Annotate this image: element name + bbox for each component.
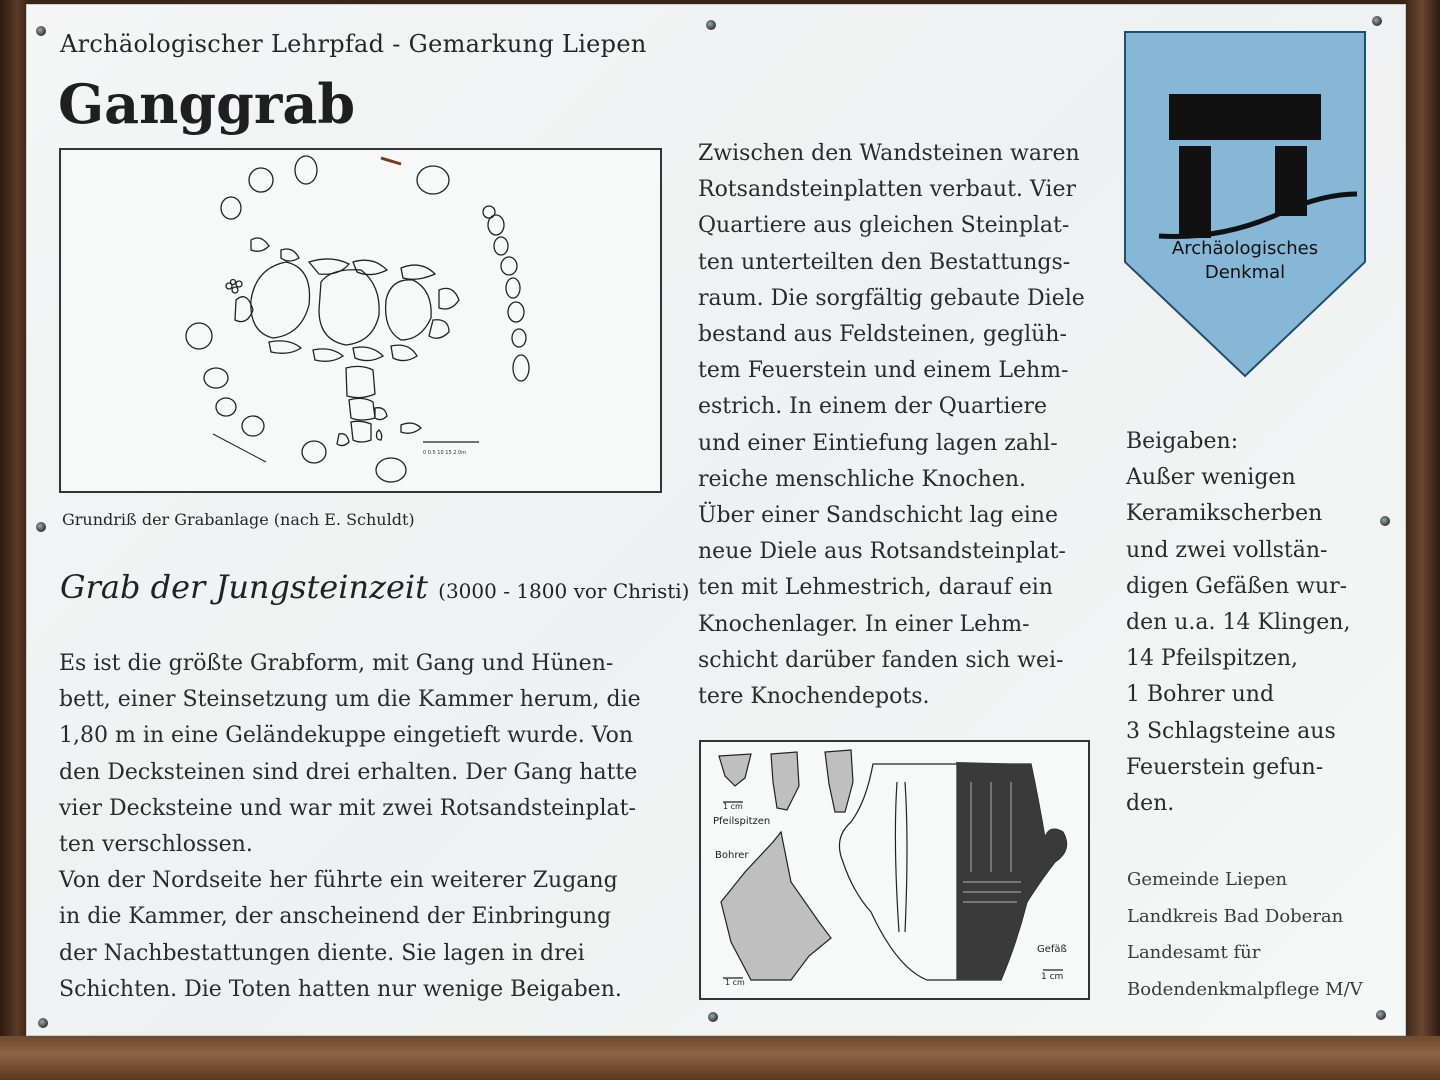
middle-text-block (698, 136, 1085, 715)
text-line: Quartiere aus gleichen Steinplat- (698, 213, 1070, 239)
finds-illustration (699, 740, 1090, 1000)
text-line: Schichten. Die Toten hatten nur wenige Beigaben. (59, 976, 622, 1002)
shield-line-2: Denkmal (1204, 262, 1286, 283)
arrowhead-icon (825, 750, 853, 812)
text-line: estrich. In einem der Quartiere (698, 394, 1048, 420)
finds-label-arrowheads: Pfeilspitzen (713, 816, 771, 827)
credit-line: Landkreis Bad Doberan (1127, 905, 1344, 927)
text-line: vier Decksteine und war mit zwei Rotsandsteinplat- (59, 795, 636, 821)
page-title: Ganggrab (58, 72, 356, 136)
finds-scale-label: 1 cm (1041, 972, 1064, 982)
screw-icon (36, 522, 46, 532)
text-line: tere Knochendepots. (698, 684, 930, 710)
left-text-block (59, 646, 641, 1008)
screw-icon (706, 20, 716, 30)
text-line: reiche menschliche Knochen. (698, 466, 1027, 492)
screw-icon (1380, 516, 1390, 526)
text-line: ten mit Lehmestrich, darauf ein (698, 575, 1053, 601)
plan-caption: Grundriß der Grabanlage (nach E. Schuldt) (62, 510, 415, 529)
grave-goods-text-block (1126, 424, 1350, 822)
text-line: Über einer Sandschicht lag eine (698, 503, 1058, 529)
credit-line: Landesamt für (1127, 942, 1261, 963)
text-line: Keramikscherben (1126, 501, 1323, 527)
text-line: der Nachbestattungen diente. Sie lagen in drei (59, 940, 585, 966)
text-line: tem Feuerstein und einem Lehm- (698, 358, 1069, 384)
text-line: schicht darüber fanden sich wei- (698, 647, 1064, 673)
wood-frame-right (1404, 0, 1440, 1080)
credit-line: Gemeinde Liepen (1127, 869, 1288, 890)
text-line: Feuerstein gefun- (1126, 754, 1324, 780)
credit-line: Bodendenkmalpflege M/V (1127, 978, 1363, 1000)
finds-scale-label: 1 cm (725, 978, 745, 987)
wood-frame-bottom (0, 1036, 1440, 1080)
text-line: digen Gefäßen wur- (1126, 573, 1348, 599)
text-line: 1 Bohrer und (1126, 682, 1275, 708)
text-line: bett, einer Steinsetzung um die Kammer herum, die (59, 687, 641, 713)
text-line: Zwischen den Wandsteinen waren (698, 141, 1080, 166)
text-line: ten verschlossen. (59, 832, 253, 858)
epoch-title: Grab der Jungsteinzeit (60, 568, 428, 606)
wood-frame-left (0, 0, 28, 1080)
shield-line-1: Archäologisches (1171, 238, 1319, 259)
finds-drawing (701, 742, 1088, 998)
text-line: bestand aus Feldsteinen, geglüh- (698, 322, 1067, 348)
text-line: 1,80 m in eine Geländekuppe eingetieft wurde. Von (59, 723, 634, 749)
text-line: 3 Schlagsteine aus (1126, 718, 1336, 744)
epoch-heading (60, 568, 689, 606)
finds-scale-label: 1 cm (723, 802, 743, 811)
screw-icon (38, 1018, 48, 1028)
screw-icon (708, 1012, 718, 1022)
plan-scale-ticks: 0 0.5 10 15 2.0m (423, 450, 467, 456)
sign-subtitle: Archäologischer Lehrpfad - Gemarkung Liepen (60, 30, 647, 58)
monument-icon (1123, 30, 1367, 378)
text-line: den Decksteinen sind drei erhalten. Der Gang hatte (59, 759, 638, 785)
archaeological-monument-shield (1123, 30, 1367, 378)
grave-ground-plan (59, 148, 662, 493)
text-line: neue Diele aus Rotsandsteinplat- (698, 539, 1066, 565)
text-line: und zwei vollstän- (1126, 537, 1328, 563)
text-line: Rotsandsteinplatten verbaut. Vier (698, 177, 1076, 203)
text-line: Knochenlager. In einer Lehm- (698, 611, 1030, 637)
text-line: Von der Nordseite her führte ein weiterer Zugang (59, 868, 618, 894)
text-line: den. (1126, 791, 1175, 817)
screw-icon (36, 26, 46, 36)
text-line: Außer wenigen (1126, 465, 1296, 491)
credits-block (1127, 862, 1363, 1008)
arrowhead-icon (771, 752, 799, 810)
text-line: 14 Pfeilspitzen, (1126, 646, 1299, 672)
finds-label-drill: Bohrer (715, 850, 749, 861)
text-line: den u.a. 14 Klingen, (1126, 610, 1351, 636)
ground-plan-drawing (61, 150, 660, 491)
screw-icon (1376, 1010, 1386, 1020)
text-line: Es ist die größte Grabform, mit Gang und Hünen- (59, 651, 614, 676)
arrowhead-icon (719, 754, 751, 786)
text-line: ten unterteilten den Bestattungs- (698, 249, 1071, 275)
text-line: raum. Die sorgfältig gebaute Diele (698, 285, 1085, 311)
text-line: Beigaben: (1126, 429, 1239, 454)
text-line: in die Kammer, der anscheinend der Einbringung (59, 904, 612, 930)
text-line: und einer Eintiefung lagen zahl- (698, 430, 1058, 456)
screw-icon (1372, 16, 1382, 26)
finds-label-vessel: Gefäß (1037, 944, 1067, 955)
epoch-range: (3000 - 1800 vor Christi) (438, 579, 690, 603)
